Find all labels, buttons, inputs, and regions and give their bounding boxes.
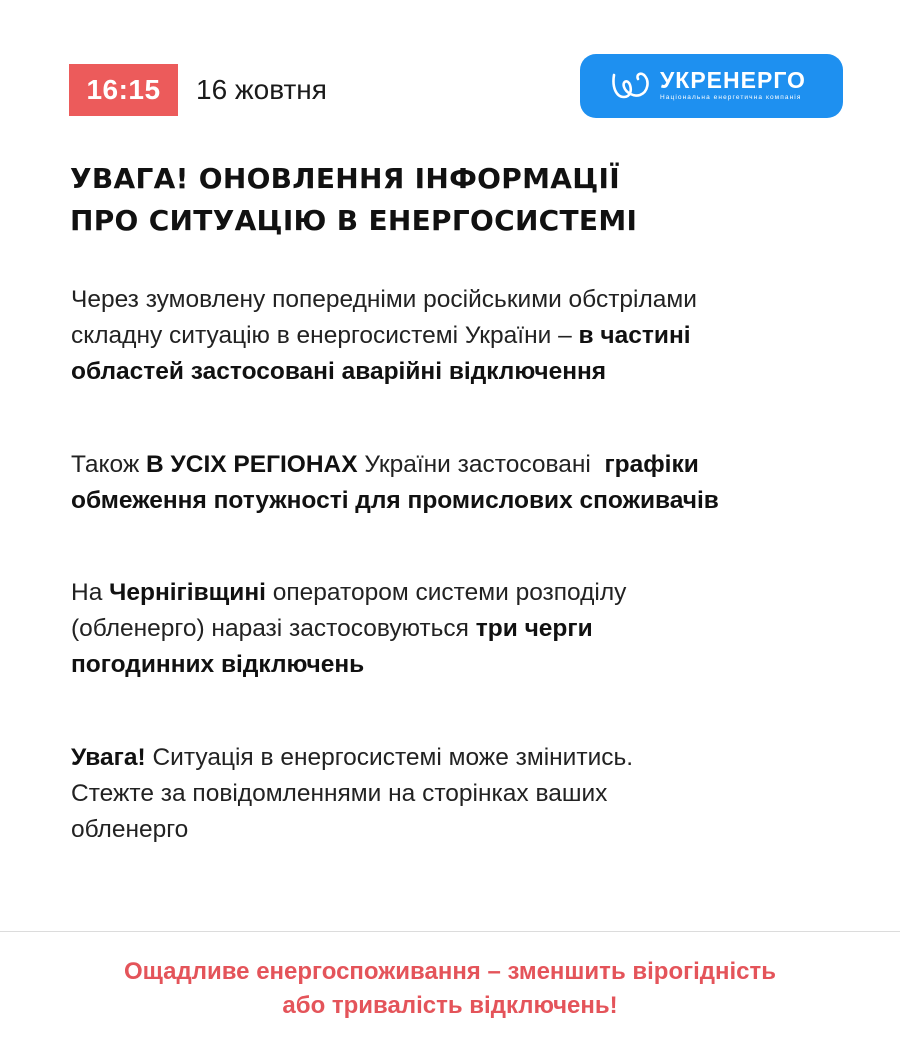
footer-line-2: або тривалість відключень!	[282, 992, 618, 1019]
footer-line-1: Ощадливе енергоспоживання – зменшить вірогідність	[123, 958, 777, 985]
paragraph-emphasis: Чернігівщині	[109, 579, 266, 606]
paragraph-warning	[71, 740, 871, 848]
paragraph-text: оператором системи розподілу	[265, 579, 627, 606]
paragraph-text: України застосовані	[357, 451, 605, 478]
ukrenergo-logo	[580, 54, 843, 118]
paragraph-text: Також	[71, 451, 147, 478]
ukrenergo-logo-icon	[610, 69, 652, 103]
paragraph-text: (обленерго) наразі застосовуються	[71, 615, 476, 642]
date-label: 16 жовтня	[196, 74, 327, 105]
paragraph-emphasis: областей застосовані аварійні відключення	[71, 358, 607, 385]
footer-message	[0, 955, 900, 1023]
time-badge: 16:15	[69, 64, 178, 116]
paragraph-emphasis: погодинних відключень	[71, 651, 365, 678]
paragraph-text: обленерго	[71, 816, 189, 843]
paragraph-chernihiv	[71, 575, 871, 683]
paragraph-all-regions	[71, 447, 871, 519]
paragraph-text: Стежте за повідомленнями на сторінках ваших	[71, 780, 608, 807]
footer-divider	[0, 931, 900, 932]
paragraph-text: складну ситуацію в енергосистемі України –	[71, 322, 579, 349]
paragraph-text: Через зумовлену попередніми російськими обстрілами	[71, 286, 697, 313]
paragraph-text: Ситуація в енергосистемі може змінитись.	[145, 744, 634, 771]
logo-subtitle: Національна енергетична компанія	[660, 94, 802, 101]
paragraph-emphasis: графіки	[604, 451, 699, 478]
paragraph-emergency-outages	[71, 282, 871, 390]
paragraph-text: На	[71, 579, 110, 606]
logo-wordmark: УКРЕНЕРГО	[660, 67, 806, 93]
headline	[70, 158, 637, 242]
headline-line-2: ПРО СИТУАЦІЮ В ЕНЕРГОСИСТЕМІ	[70, 204, 638, 237]
paragraph-emphasis: обмеження потужності для промислових споживачів	[71, 487, 719, 514]
paragraph-emphasis: Увага!	[71, 744, 146, 771]
headline-line-1: УВАГА! ОНОВЛЕННЯ ІНФОРМАЦІЇ	[70, 162, 620, 195]
paragraph-emphasis: три черги	[475, 615, 593, 642]
paragraph-emphasis: В УСІХ РЕГІОНАХ	[146, 451, 358, 478]
paragraph-emphasis: в частині	[578, 322, 691, 349]
